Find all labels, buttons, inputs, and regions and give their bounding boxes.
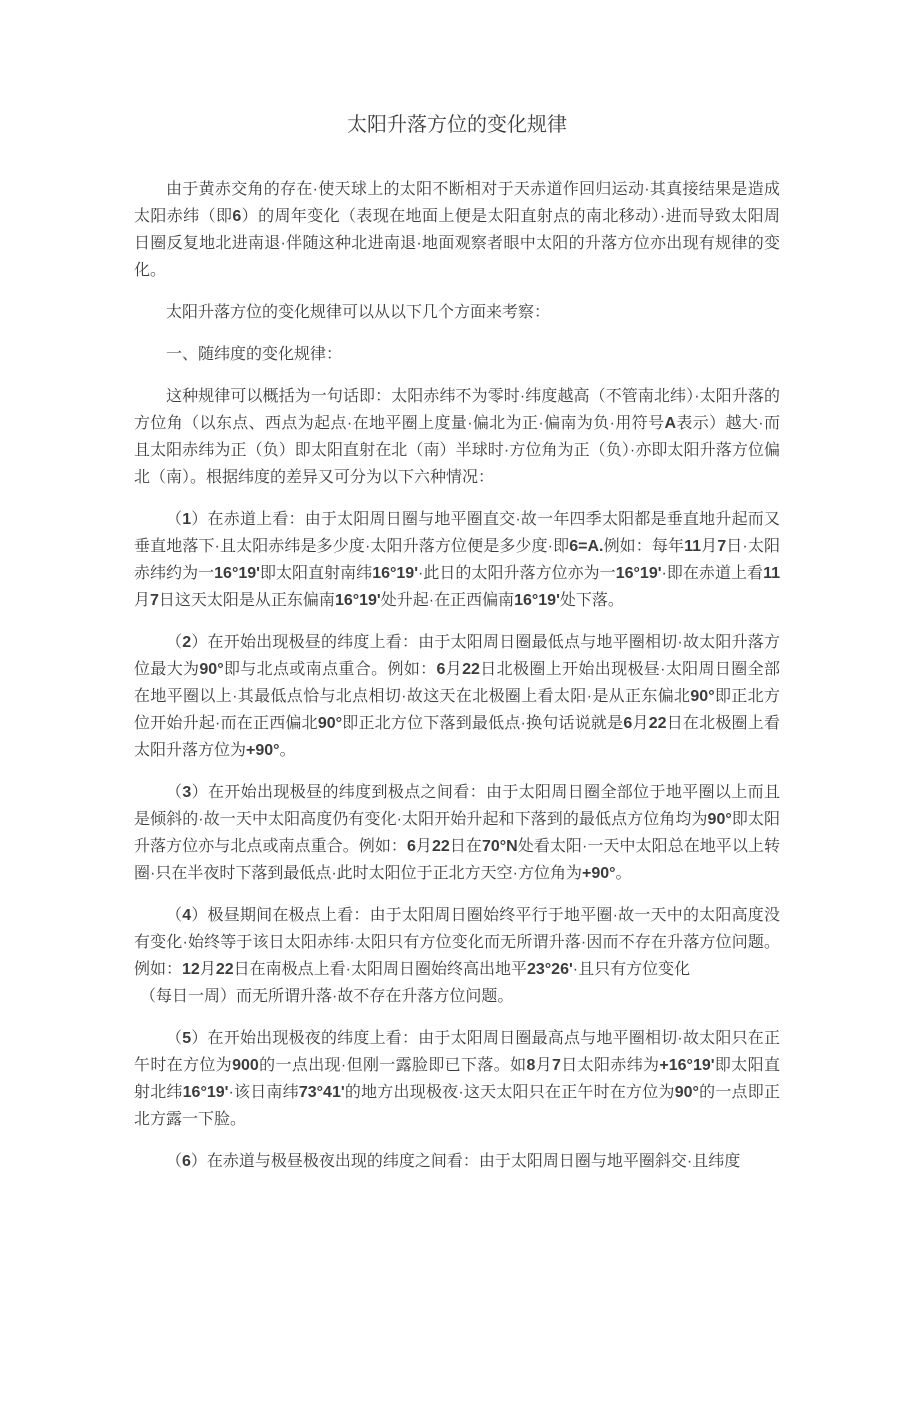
paragraph-case-6-between: （6）在赤道与极昼极夜出现的纬度之间看：由于太阳周日圈与地平圈斜交·且纬度 (166, 1153, 741, 1170)
paragraph-rule-summary: 这种规律可以概括为一句话即：太阳赤纬不为零时·纬度越高（不管南北纬）·太阳升落的方位角（以东点、西点为起点·在地平圈上度量·偏北为正·偏南为负·用符号A表示）越大·而且太阳赤纬为正（负）即太阳直射在北（南）半球时·方位角为正（负）·亦即太阳升落方位偏北（南）。根据纬度的差异又可分为以下六种情况： (134, 388, 780, 486)
paragraph-case-1-equator: （1）在赤道上看：由于太阳周日圈与地平圈直交·故一年四季太阳都是垂直地升起而又垂直地落下·且太阳赤纬是多少度·太阳升落方位便是多少度·即6=A.例如：每年11月7日·太阳赤纬约为一16°19'即太阳直射南纬16°19'·此日的太阳升落方位亦为一16°19'·即在赤道上看11月7日这天太阳是从正东偏南16°19'处升起·在正西偏南16°19'处下落。 (134, 511, 780, 609)
paragraph-case-4-continuation: （每日一周）而无所谓升落·故不存在升落方位问题。 (140, 988, 514, 1005)
paragraph-case-5-polar-night-start: （5）在开始出现极夜的纬度上看：由于太阳周日圈最高点与地平圈相切·故太阳只在正午时在方位为900的一点出现·但刚一露脸即已下落。如8月7日太阳赤纬为+16°19'即太阳直射北纬16°19'·该日南纬73°41'的地方出现极夜·这天太阳只在正午时在方位为90°的一点即正北方露一下脸。 (134, 1030, 780, 1128)
page-title: 太阳升落方位的变化规律 (347, 114, 567, 136)
paragraph-case-4-at-pole: （4）极昼期间在极点上看：由于太阳周日圈始终平行于地平圈·故一天中的太阳高度没有变化·始终等于该日太阳赤纬·太阳只有方位变化而无所谓升落·因而不存在升落方位问题。例如：12月22日在南极点上看·太阳周日圈始终高出地平23°26'·且只有方位变化 (134, 907, 780, 978)
paragraph-overview: 太阳升落方位的变化规律可以从以下几个方面来考察： (166, 304, 551, 321)
paragraph-case-3-polar-day-to-pole: （3）在开始出现极昼的纬度到极点之间看：由于太阳周日圈全部位于地平圈以上而且是倾斜的·故一天中太阳高度仍有变化·太阳开始升起和下落到的最低点方位角均为90°即太阳升落方位亦与北点或南点重合。例如：6月22日在70°N处看太阳·一天中太阳总在地平以上转圈·只在半夜时下落到最低点·此时太阳位于正北方天空·方位角为+90°。 (134, 784, 780, 882)
document-page (0, 110, 920, 1412)
section-heading-latitude-rule: 一、随纬度的变化规律： (166, 346, 343, 363)
paragraph-intro: 由于黄赤交角的存在·使天球上的太阳不断相对于天赤道作回归运动·其真接结果是造成太阳赤纬（即6）的周年变化（表现在地面上便是太阳直射点的南北移动）·进而导致太阳周日圈反复地北进南退·伴随这种北进南退·地面观察者眼中太阳的升落方位亦出现有规律的变化。 (134, 181, 780, 279)
paragraph-case-2-polar-day-start: （2）在开始出现极昼的纬度上看：由于太阳周日圈最低点与地平圈相切·故太阳升落方位最大为90°即与北点或南点重合。例如：6月22日北极圈上开始出现极昼·太阳周日圈全部在地平圈以上·其最低点恰与北点相切·故这天在北极圈上看太阳·是从正东偏北90°即正北方位开始升起·而在正西偏北90°即正北方位下落到最低点·换句话说就是6月22日在北极圈上看太阳升落方位为+90°。 (134, 634, 780, 759)
document-content (0, 110, 920, 1175)
